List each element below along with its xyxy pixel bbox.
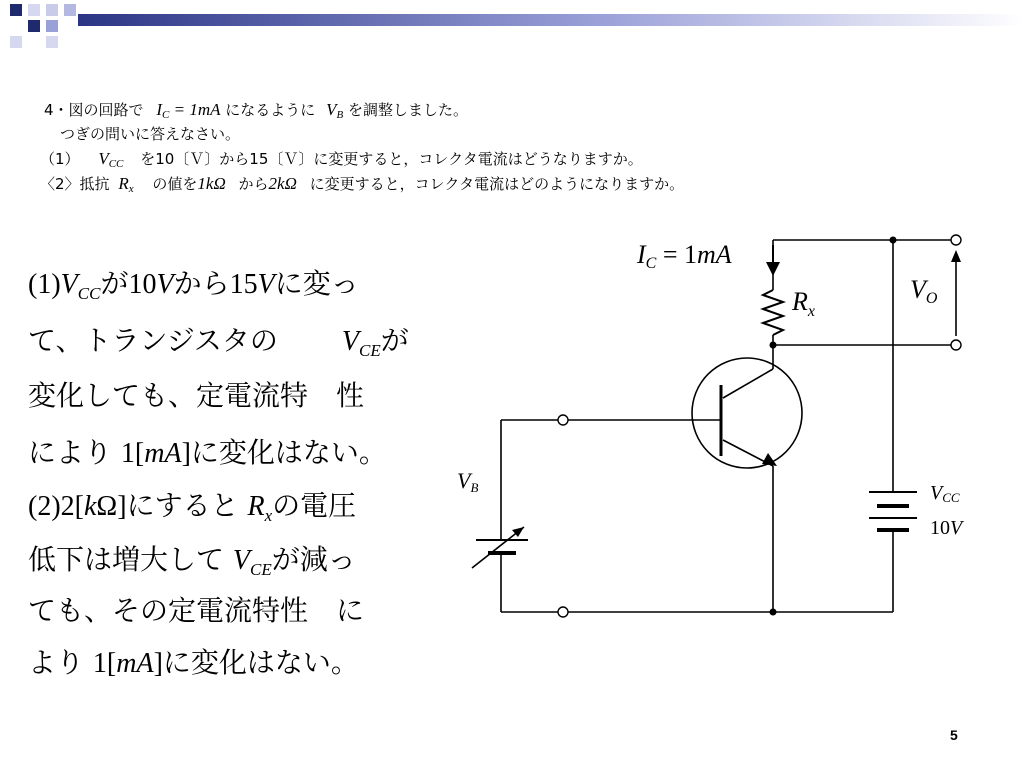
answer-line-7: ても、その定電流特性 に [28,594,365,627]
emitter-arrowhead [762,453,777,466]
vce-symbol: V [232,545,251,576]
answer-unit: mA [116,648,154,679]
answer-text: にすると [126,489,248,522]
answer-unit: k [83,491,97,522]
question-text: に変更すると，コレクタ電流はどのようになりますか。 [309,175,685,193]
answer-text: が減っ [271,543,356,576]
vce-symbol: V [341,326,360,357]
ic-symbol: I [156,100,162,119]
question-line-2: つぎの問いに答えなさい。 [60,125,241,143]
vb-symbol: V [326,100,337,119]
answer-bracket: ] [153,648,163,679]
terminal [951,235,961,245]
rx-subscript: x [128,183,134,195]
ic-subscript: C [162,109,170,121]
answer-text: から [173,267,230,300]
junction-dot [770,342,777,349]
vcc-subscript: CC [942,490,960,505]
answer-text: に変化はない。 [190,436,387,469]
answer-text: より [28,646,93,679]
question-text: （1） [40,150,80,168]
vo-symbol: V [910,275,926,304]
vcc-unit: V [950,517,963,539]
vb-label [457,468,478,496]
page-number: 5 [950,727,958,743]
answer-text: の電圧 [272,489,357,522]
question-text: 4・図の回路で [44,101,144,119]
answer-number: (2)2[ [28,491,84,522]
answer-unit: V [156,269,174,300]
vce-subscript: CE [359,341,381,360]
answer-unit: mA [144,438,182,469]
ic-arrowhead [766,262,780,276]
vcc-symbol: V [930,482,943,504]
answer-number: 10 [128,269,157,300]
vb-symbol: V [457,468,471,493]
answer-line-3: 変化しても、定電流特 性 [28,379,365,412]
vcc-value: 10 [930,517,950,539]
terminal [558,607,568,617]
rx-label [792,287,815,321]
ic-equals: = 1 [656,240,698,269]
transistor-collector [723,369,773,398]
answer-bracket: ] [181,438,191,469]
question-text: 〈2〉抵抗 [40,175,110,193]
ic-subscript: C [645,255,657,272]
question-text: を調整しました。 [347,101,468,119]
vcc-symbol: V [98,149,109,168]
rx-symbol: R [247,491,265,522]
vcc-subscript: CC [108,158,124,170]
ic-equals: = 1 [169,100,198,119]
terminal [951,340,961,350]
vo-label [910,275,937,308]
question-text: の値を [152,175,198,193]
ic-label [637,240,732,273]
answer-text: により [28,436,121,469]
junction-dot [890,237,897,244]
vcc-label [930,482,960,506]
vcc-value-label [930,517,962,540]
resistance-value: 1kΩ [197,174,226,193]
resistor-rx [763,290,783,335]
ic-unit: mA [697,240,732,269]
vb-subscript: B [336,109,344,121]
answer-number: 1[ [120,438,145,469]
answer-text: 低下は増大して [28,543,233,576]
question-text: を10〔Ｖ〕から15〔Ｖ〕に変更すると，コレクタ電流はどうなりますか。 [140,150,643,168]
vcc-subscript: CC [77,284,101,303]
answer-text: に変っ [274,267,359,300]
rx-subscript: x [807,303,815,320]
transistor-body [692,358,802,468]
rx-subscript: x [264,506,273,525]
answer-number: 15 [229,269,258,300]
answer-text: が [380,324,409,357]
vb-subscript: B [470,480,479,495]
answer-text: に変化はない。 [162,646,359,679]
vo-subscript: O [925,290,938,307]
vce-subscript: CE [250,560,272,579]
question-text: から [238,175,269,193]
answer-unit: V [257,269,275,300]
rx-symbol: R [792,287,808,316]
answer-text: (1) [28,269,61,300]
junction-dot [770,609,777,616]
vo-arrowhead [951,250,961,262]
ic-symbol: I [637,240,646,269]
rx-symbol: R [118,174,129,193]
answer-text: が [100,267,129,300]
vcc-symbol: V [60,269,78,300]
resistance-value: 2kΩ [268,174,297,193]
answer-number: 1[ [92,648,117,679]
terminal [558,415,568,425]
question-text: になるように [225,101,316,119]
answer-text: て、トランジスタの [28,324,278,357]
ic-unit: mA [197,100,221,119]
answer-unit: Ω] [96,491,127,522]
